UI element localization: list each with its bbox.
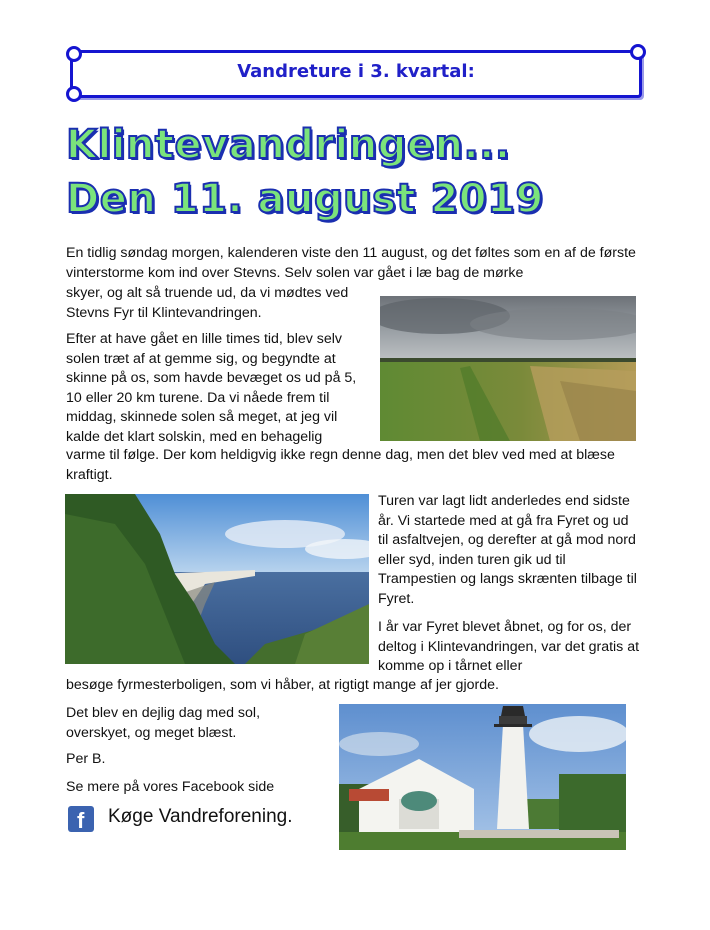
photo-coast bbox=[65, 494, 369, 664]
photo-field bbox=[380, 296, 636, 441]
paragraph-3: Turen var lagt lidt anderledes end sidste år. Vi startede med at gå fra Fyret og ud til asfaltvejen, og derefter at gå mod nord eller syd, inden turen gik ud til Trampestien og langs skrænten tilbage til Fyret. bbox=[378, 493, 637, 607]
paragraph-1a: En tidlig søndag morgen, kalenderen viste den 11 august, og det føltes som en af de første vinterstorme kom ind over Stevns. Selv solen var gået i læ bag de mørke bbox=[66, 245, 636, 281]
headline-line-2: Den 11. august 2019 bbox=[66, 176, 544, 222]
headline-line-1: Klintevandringen... bbox=[66, 122, 511, 168]
paragraph-4a: I år var Fyret blevet åbnet, og for os, der deltog i Klintevandringen, var det gratis at komme op i tårnet eller bbox=[378, 619, 640, 675]
paragraph-2b: varme til følge. Der kom heldigvig ikke regn denne dag, men det blev ved med at blæse kraftigt. bbox=[66, 447, 615, 483]
banner-curl-right bbox=[630, 44, 646, 60]
photo-lighthouse bbox=[339, 704, 626, 850]
banner-curl-left bbox=[66, 46, 82, 62]
facebook-note: Se mere på vores Facebook side bbox=[66, 779, 275, 795]
paragraph-1b: skyer, og alt så truende ud, da vi mødtes ved Stevns Fyr til Klintevandringen. bbox=[66, 285, 349, 321]
paragraph-5: Det blev en dejlig dag med sol, overskyet, og meget blæst. bbox=[66, 705, 261, 741]
banner-title: Vandreture i 3. kvartal: bbox=[237, 61, 475, 82]
signature: Per B. bbox=[66, 751, 106, 767]
facebook-page-link[interactable]: Køge Vandreforening. bbox=[108, 806, 293, 827]
title-banner bbox=[66, 46, 646, 98]
paragraph-2a: Efter at have gået en lille times tid, blev selv solen træt af at gemme sig, og begyndte at skinne på os, som havde bevæget os ud på 5, 10 eller 20 km turene. Da vi nåede frem til middag, skinnede solen så meget, at jeg vil kalde det klart solskin, med en behagelig bbox=[66, 331, 357, 445]
banner-curl-bottom bbox=[66, 86, 82, 102]
paragraph-4b: besøge fyrmesterboligen, som vi håber, at rigtigt mange af jer gjorde. bbox=[66, 677, 499, 693]
facebook-icon[interactable]: f bbox=[68, 806, 94, 832]
